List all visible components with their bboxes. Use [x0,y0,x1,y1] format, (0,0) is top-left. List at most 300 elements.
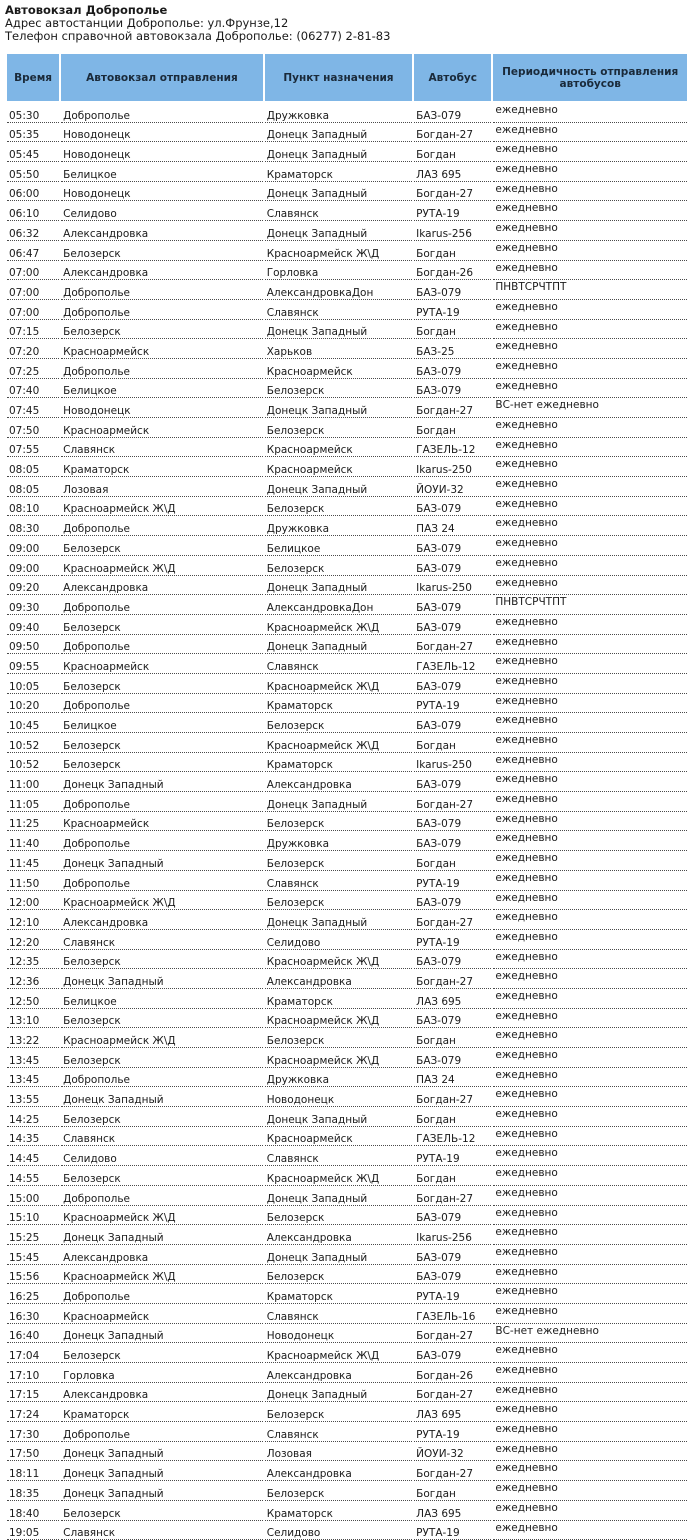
table-row [7,1284,687,1304]
destination-cell: Славянск [265,201,412,221]
departure-cell: Доброполье [61,595,263,615]
departure-cell: Доброполье [61,300,263,320]
frequency-cell: ежедневно [493,1127,687,1147]
departure-cell: Белозерск [61,320,263,340]
schedule-header-row [7,54,687,101]
bus-cell: РУТА-19 [414,1422,491,1442]
time-cell: 08:05 [7,477,59,497]
time-cell: 07:50 [7,418,59,438]
destination-cell: Красноармейск [265,359,412,379]
table-row [7,733,687,753]
bus-cell: БАЗ-079 [414,713,491,733]
bus-cell: РУТА-19 [414,694,491,714]
table-row [7,1521,687,1540]
destination-cell: Красноармейск Ж\Д [265,1048,412,1068]
table-row [7,576,687,596]
destination-cell: Славянск [265,1304,412,1324]
table-row [7,1383,687,1403]
frequency-cell: ежедневно [493,674,687,694]
bus-cell: Ikarus-256 [414,221,491,241]
departure-cell: Селидово [61,201,263,221]
destination-cell: Белицкое [265,536,412,556]
bus-cell: Богдан-27 [414,635,491,655]
departure-cell: Александровка [61,221,263,241]
time-cell: 07:40 [7,379,59,399]
frequency-cell: ежедневно [493,1028,687,1048]
time-cell: 13:45 [7,1068,59,1088]
destination-cell: Красноармейск Ж\Д [265,733,412,753]
destination-cell: Донецк Западный [265,477,412,497]
bus-cell: Богдан-27 [414,398,491,418]
departure-cell: Славянск [61,930,263,950]
bus-cell: Богдан [414,320,491,340]
destination-cell: Белозерск [265,1028,412,1048]
time-cell: 15:45 [7,1245,59,1265]
departure-cell: Доброполье [61,359,263,379]
frequency-cell: ежедневно [493,516,687,536]
destination-cell: Белозерск [265,497,412,517]
bus-cell: БАЗ-079 [414,379,491,399]
departure-cell: Александровка [61,261,263,281]
destination-cell: Донецк Западный [265,320,412,340]
bus-cell: Богдан [414,1166,491,1186]
station-address: Адрес автостанции Доброполье: ул.Фрунзе,12 [5,17,390,30]
departure-cell: Александровка [61,910,263,930]
bus-cell: ЙОУИ-32 [414,1442,491,1462]
destination-cell: Краматорск [265,989,412,1009]
time-cell: 05:35 [7,123,59,143]
time-cell: 18:11 [7,1461,59,1481]
departure-cell: Доброполье [61,871,263,891]
destination-cell: Дружковка [265,831,412,851]
table-row [7,418,687,438]
table-row [7,261,687,281]
departure-cell: Красноармейск Ж\Д [61,556,263,576]
destination-cell: АлександровкаДон [265,595,412,615]
bus-cell: ГАЗЕЛЬ-16 [414,1304,491,1324]
frequency-cell: ежедневно [493,162,687,182]
departure-cell: Доброполье [61,280,263,300]
time-cell: 05:45 [7,142,59,162]
time-cell: 11:05 [7,792,59,812]
table-row [7,556,687,576]
frequency-cell: ежедневно [493,1461,687,1481]
departure-cell: Белицкое [61,989,263,1009]
table-row [7,1363,687,1383]
frequency-cell: ежедневно [493,457,687,477]
bus-cell: БАЗ-079 [414,674,491,694]
bus-cell: Богдан [414,1107,491,1127]
frequency-cell: ежедневно [493,1501,687,1521]
bus-cell: Богдан [414,142,491,162]
table-row [7,1048,687,1068]
departure-cell: Красноармейск [61,1304,263,1324]
destination-cell: Лозовая [265,1442,412,1462]
departure-cell: Донецк Западный [61,1461,263,1481]
destination-cell: Донецк Западный [265,182,412,202]
frequency-cell: ежедневно [493,1284,687,1304]
destination-cell: Александровка [265,772,412,792]
destination-cell: Краматорск [265,1284,412,1304]
bus-cell: Богдан-27 [414,1087,491,1107]
time-cell: 19:05 [7,1521,59,1540]
table-row [7,1166,687,1186]
destination-cell: Славянск [265,871,412,891]
departure-cell: Белозерск [61,241,263,261]
column-header-departure-station: Автовокзал отправления [61,54,263,101]
table-row [7,950,687,970]
destination-cell: Донецк Западный [265,142,412,162]
frequency-cell: ежедневно [493,910,687,930]
bus-cell: ЛАЗ 695 [414,1402,491,1422]
table-row [7,1225,687,1245]
destination-cell: Краматорск [265,1501,412,1521]
table-row [7,241,687,261]
frequency-cell: ежедневно [493,1107,687,1127]
time-cell: 17:24 [7,1402,59,1422]
table-row [7,595,687,615]
time-cell: 06:47 [7,241,59,261]
departure-cell: Краматорск [61,1402,263,1422]
table-row [7,477,687,497]
departure-cell: Красноармейск Ж\Д [61,1265,263,1285]
time-cell: 09:00 [7,536,59,556]
destination-cell: Донецк Западный [265,576,412,596]
destination-cell: Донецк Западный [265,1186,412,1206]
frequency-cell: ВС-нет ежедневно [493,1324,687,1344]
departure-cell: Славянск [61,1521,263,1540]
frequency-cell: ежедневно [493,241,687,261]
bus-cell: РУТА-19 [414,871,491,891]
destination-cell: Белозерск [265,812,412,832]
table-row [7,457,687,477]
departure-cell: Красноармейск [61,339,263,359]
table-row [7,1028,687,1048]
time-cell: 16:30 [7,1304,59,1324]
departure-cell: Белозерск [61,753,263,773]
time-cell: 12:20 [7,930,59,950]
destination-cell: Красноармейск Ж\Д [265,1009,412,1029]
frequency-cell: ежедневно [493,635,687,655]
departure-cell: Донецк Западный [61,1225,263,1245]
destination-cell: Краматорск [265,162,412,182]
frequency-cell: ежедневно [493,497,687,517]
departure-cell: Александровка [61,1245,263,1265]
time-cell: 18:35 [7,1481,59,1501]
destination-cell: Александровка [265,1461,412,1481]
frequency-cell: ежедневно [493,1442,687,1462]
departure-cell: Доброполье [61,831,263,851]
bus-cell: ЛАЗ 695 [414,1501,491,1521]
time-cell: 17:10 [7,1363,59,1383]
bus-cell: ПАЗ 24 [414,516,491,536]
destination-cell: Белозерск [265,891,412,911]
departure-cell: Доброполье [61,1284,263,1304]
table-row [7,497,687,517]
table-row [7,1107,687,1127]
table-row [7,1009,687,1029]
time-cell: 12:36 [7,969,59,989]
table-row [7,221,687,241]
frequency-cell: ежедневно [493,576,687,596]
column-header-frequency: Периодичность отправления автобусов [493,54,687,101]
departure-cell: Новодонецк [61,398,263,418]
destination-cell: Новодонецк [265,1087,412,1107]
bus-cell: Ikarus-250 [414,457,491,477]
frequency-cell: ежедневно [493,359,687,379]
destination-cell: Новодонецк [265,1324,412,1344]
destination-cell: Белозерск [265,1402,412,1422]
table-row [7,910,687,930]
time-cell: 06:00 [7,182,59,202]
frequency-cell: ежедневно [493,1087,687,1107]
bus-cell: РУТА-19 [414,1284,491,1304]
departure-cell: Донецк Западный [61,1442,263,1462]
destination-cell: Белозерск [265,1265,412,1285]
bus-cell: РУТА-19 [414,300,491,320]
destination-cell: Белозерск [265,713,412,733]
time-cell: 11:45 [7,851,59,871]
table-row [7,831,687,851]
destination-cell: Донецк Западный [265,398,412,418]
table-row [7,1402,687,1422]
departure-cell: Новодонецк [61,123,263,143]
table-row [7,379,687,399]
departure-cell: Белицкое [61,162,263,182]
bus-cell: Ikarus-250 [414,576,491,596]
bus-cell: Богдан-27 [414,1324,491,1344]
bus-cell: Богдан-26 [414,261,491,281]
table-row [7,300,687,320]
bus-cell: Богдан [414,418,491,438]
bus-cell: БАЗ-079 [414,950,491,970]
time-cell: 08:30 [7,516,59,536]
destination-cell: Красноармейск Ж\Д [265,1166,412,1186]
table-row [7,615,687,635]
time-cell: 16:25 [7,1284,59,1304]
frequency-cell: ежедневно [493,438,687,458]
departure-cell: Белицкое [61,713,263,733]
bus-cell: БАЗ-079 [414,1206,491,1226]
frequency-cell: ежедневно [493,1186,687,1206]
departure-cell: Доброполье [61,792,263,812]
departure-cell: Красноармейск [61,812,263,832]
bus-cell: БАЗ-079 [414,891,491,911]
time-cell: 09:50 [7,635,59,655]
bus-cell: ГАЗЕЛЬ-12 [414,1127,491,1147]
departure-cell: Красноармейск Ж\Д [61,1206,263,1226]
destination-cell: Донецк Западный [265,1245,412,1265]
table-row [7,969,687,989]
time-cell: 07:25 [7,359,59,379]
column-header-time: Время [7,54,59,101]
table-row [7,320,687,340]
time-cell: 15:10 [7,1206,59,1226]
time-cell: 07:00 [7,261,59,281]
departure-cell: Александровка [61,576,263,596]
time-cell: 08:10 [7,497,59,517]
bus-cell: БАЗ-079 [414,497,491,517]
time-cell: 13:55 [7,1087,59,1107]
bus-cell: Богдан-27 [414,182,491,202]
table-row [7,1146,687,1166]
frequency-cell: ежедневно [493,418,687,438]
time-cell: 12:50 [7,989,59,1009]
destination-cell: Красноармейск [265,1127,412,1147]
departure-cell: Новодонецк [61,142,263,162]
bus-cell: Богдан-27 [414,1186,491,1206]
bus-cell: БАЗ-079 [414,103,491,123]
frequency-cell: ежедневно [493,1146,687,1166]
destination-cell: Славянск [265,300,412,320]
time-cell: 15:25 [7,1225,59,1245]
destination-cell: Донецк Западный [265,792,412,812]
time-cell: 05:50 [7,162,59,182]
bus-cell: Богдан [414,1481,491,1501]
frequency-cell: ежедневно [493,201,687,221]
departure-cell: Доброполье [61,1422,263,1442]
frequency-cell: ежедневно [493,1383,687,1403]
bus-cell: ПАЗ 24 [414,1068,491,1088]
departure-cell: Донецк Западный [61,851,263,871]
departure-cell: Горловка [61,1363,263,1383]
bus-cell: Богдан [414,241,491,261]
destination-cell: Донецк Западный [265,123,412,143]
destination-cell: Донецк Западный [265,1383,412,1403]
frequency-cell: ежедневно [493,339,687,359]
time-cell: 18:40 [7,1501,59,1521]
frequency-cell: ежедневно [493,1304,687,1324]
table-row [7,1068,687,1088]
time-cell: 15:00 [7,1186,59,1206]
table-row [7,1245,687,1265]
frequency-cell: ежедневно [493,221,687,241]
bus-cell: ЛАЗ 695 [414,989,491,1009]
table-row [7,1127,687,1147]
frequency-cell: ежедневно [493,1402,687,1422]
departure-cell: Краматорск [61,457,263,477]
time-cell: 07:55 [7,438,59,458]
destination-cell: Красноармейск Ж\Д [265,615,412,635]
time-cell: 09:20 [7,576,59,596]
table-row [7,516,687,536]
frequency-cell: ежедневно [493,1265,687,1285]
table-row [7,812,687,832]
destination-cell: Белозерск [265,1206,412,1226]
destination-cell: Донецк Западный [265,910,412,930]
table-row [7,359,687,379]
departure-cell: Доброполье [61,103,263,123]
table-row [7,989,687,1009]
destination-cell: Красноармейск Ж\Д [265,674,412,694]
departure-cell: Селидово [61,1146,263,1166]
bus-cell: БАЗ-079 [414,280,491,300]
time-cell: 10:45 [7,713,59,733]
frequency-cell: ежедневно [493,713,687,733]
bus-cell: БАЗ-079 [414,615,491,635]
frequency-cell: ПНВТСРЧТПТ [493,280,687,300]
bus-cell: БАЗ-079 [414,1245,491,1265]
table-row [7,182,687,202]
time-cell: 14:45 [7,1146,59,1166]
destination-cell: Дружковка [265,1068,412,1088]
bus-cell: БАЗ-079 [414,831,491,851]
time-cell: 15:56 [7,1265,59,1285]
time-cell: 14:25 [7,1107,59,1127]
bus-cell: Богдан-26 [414,1363,491,1383]
time-cell: 06:32 [7,221,59,241]
departure-cell: Красноармейск [61,654,263,674]
table-row [7,1324,687,1344]
table-row [7,792,687,812]
destination-cell: Донецк Западный [265,221,412,241]
time-cell: 10:05 [7,674,59,694]
destination-cell: Селидово [265,930,412,950]
bus-cell: Богдан-27 [414,969,491,989]
table-row [7,1087,687,1107]
time-cell: 09:00 [7,556,59,576]
time-cell: 06:10 [7,201,59,221]
table-row [7,1501,687,1521]
table-row [7,162,687,182]
time-cell: 17:30 [7,1422,59,1442]
destination-cell: Славянск [265,654,412,674]
destination-cell: Красноармейск [265,438,412,458]
frequency-cell: ежедневно [493,182,687,202]
time-cell: 17:50 [7,1442,59,1462]
destination-cell: Краматорск [265,694,412,714]
departure-cell: Белозерск [61,1009,263,1029]
frequency-cell: ежедневно [493,969,687,989]
destination-cell: Белозерск [265,556,412,576]
time-cell: 14:55 [7,1166,59,1186]
departure-cell: Донецк Западный [61,969,263,989]
departure-cell: Красноармейск Ж\Д [61,891,263,911]
frequency-cell: ежедневно [493,615,687,635]
time-cell: 09:40 [7,615,59,635]
departure-cell: Донецк Западный [61,1324,263,1344]
departure-cell: Доброполье [61,516,263,536]
destination-cell: Донецк Западный [265,635,412,655]
frequency-cell: ежедневно [493,142,687,162]
frequency-cell: ежедневно [493,320,687,340]
bus-cell: РУТА-19 [414,201,491,221]
destination-cell: Харьков [265,339,412,359]
frequency-cell: ежедневно [493,792,687,812]
frequency-cell: ежедневно [493,654,687,674]
time-cell: 14:35 [7,1127,59,1147]
frequency-cell: ежедневно [493,1363,687,1383]
departure-cell: Славянск [61,1127,263,1147]
frequency-cell: ежедневно [493,989,687,1009]
table-row [7,1461,687,1481]
bus-cell: ГАЗЕЛЬ-12 [414,438,491,458]
time-cell: 07:00 [7,300,59,320]
table-row [7,438,687,458]
time-cell: 07:20 [7,339,59,359]
frequency-cell: ежедневно [493,812,687,832]
destination-cell: Александровка [265,969,412,989]
table-row [7,891,687,911]
time-cell: 17:15 [7,1383,59,1403]
frequency-cell: ежедневно [493,772,687,792]
departure-cell: Красноармейск Ж\Д [61,497,263,517]
departure-cell: Новодонецк [61,182,263,202]
destination-cell: Красноармейск [265,457,412,477]
table-row [7,654,687,674]
departure-cell: Белозерск [61,733,263,753]
table-row [7,1422,687,1442]
